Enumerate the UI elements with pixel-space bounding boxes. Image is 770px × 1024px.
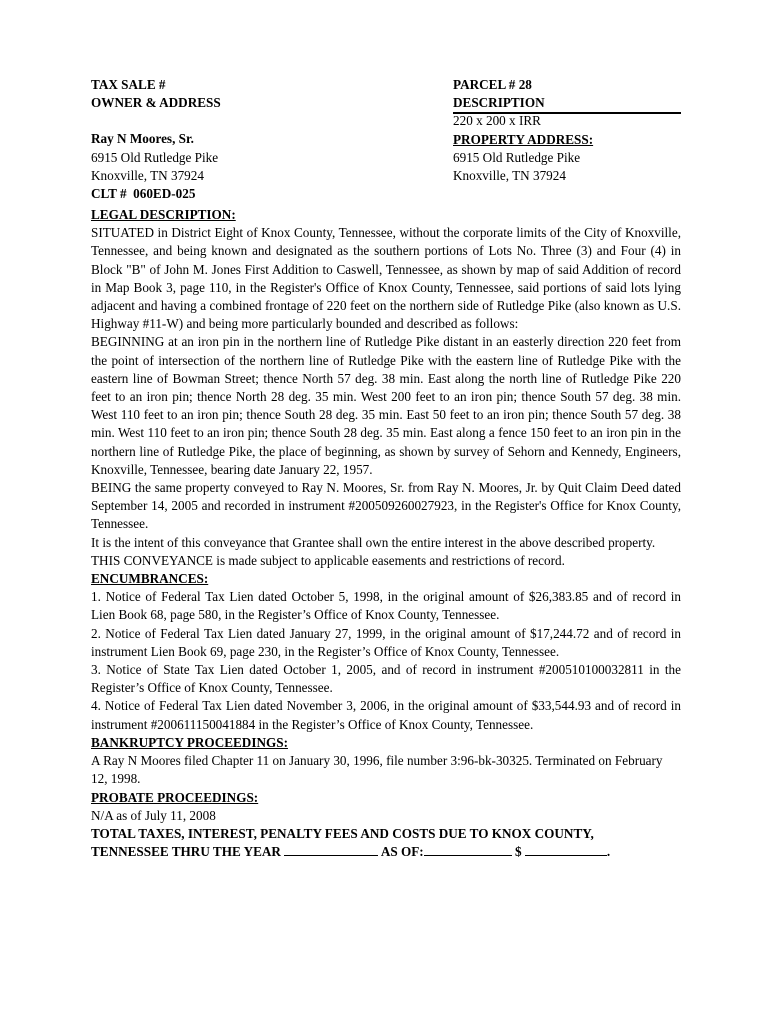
property-street: 6915 Old Rutledge Pike — [453, 149, 581, 165]
owner-address-label: OWNER & ADDRESS — [91, 95, 221, 111]
tax-sale-document — [91, 76, 681, 861]
description-label: DESCRIPTION — [453, 95, 545, 111]
encumbrance-item-3: 3. Notice of State Tax Lien dated October 1, 2005, and of record in instrument #200510100032811 in the Register’s Office of Knox County, Tennessee. — [91, 662, 681, 696]
header-divider — [453, 112, 681, 114]
totals-as-of-label: AS OF — [380, 844, 420, 860]
encumbrance-item-2: 2. Notice of Federal Tax Lien dated January 27, 1999, in the original amount of $17,244.72 and of record in instrument Lien Book 69, page 230, in the Register’s Office of Knox County, Tennessee. — [91, 625, 681, 659]
bankruptcy-text: A Ray N Moores filed Chapter 11 on January 30, 1996, file number 3:96-bk-30325. Terminated on February 12, 1998. — [91, 753, 663, 787]
encumbrance-item-1: 1. Notice of Federal Tax Lien dated October 5, 1998, in the original amount of $26,383.85 and of record in Lien Book 68, page 580, in the Register’s Office of Knox County, Tennessee. — [91, 589, 681, 623]
owner-column — [91, 76, 453, 203]
legal-paragraph-3: BEING the same property conveyed to Ray N. Moores, Sr. from Ray N. Moores, Jr. by Quit Claim Deed dated September 14, 2005 and recorded in instrument #200509260027923, in the Register's Office for Knox County, Tennessee. — [91, 480, 681, 532]
legal-paragraph-5: THIS CONVEYANCE is made subject to applicable easements and restrictions of record. — [91, 552, 565, 568]
amount-blank — [525, 843, 607, 856]
parcel-column — [453, 76, 681, 185]
totals-line-2: TENNESSEE THRU THE YEAR AS OF: $ . — [91, 844, 611, 860]
bankruptcy-heading: BANKRUPTCY PROCEEDINGS: — [91, 734, 288, 750]
header-block — [91, 76, 681, 206]
spacer — [91, 112, 453, 130]
probate-text: N/A as of July 11, 2008 — [91, 807, 216, 823]
totals-period: . — [606, 844, 611, 860]
totals-year-label: TENNESSEE THRU THE YEAR — [91, 844, 281, 860]
legal-paragraph-4: It is the intent of this conveyance that Grantee shall own the entire interest in the above described property. — [91, 534, 656, 550]
parcel-dimensions: 220 x 200 x IRR — [453, 113, 541, 129]
tax-sale-label: TAX SALE # — [91, 77, 166, 92]
legal-paragraph-1: SITUATED in District Eight of Knox County, Tennessee, without the corporate limits of the City of Knoxville, Tennessee, and being known and designated as the southern portions of Lots No. Three (3) and Four (4) in Block "B" of John M. Jones First Addition to Caswell, Tennessee, as shown by map of said Addition of record in Map Book 3, page 110, in the Register's Office of Knox County, Tennessee, said portions of said lots lying adjacent and having a combined frontage of 220 feet on the northern side of Rutledge Pike (also known as U.S. Highway #11-W) and being more particularly bounded and described as follows: — [91, 225, 681, 332]
clt-number: CLT # 060ED-025 — [91, 186, 196, 202]
totals-line-1: TOTAL TAXES, INTEREST, PENALTY FEES AND COSTS DUE TO KNOX COUNTY, — [91, 825, 594, 841]
owner-city-state-zip: Knoxville, TN 37924 — [91, 167, 204, 183]
encumbrance-item-4: 4. Notice of Federal Tax Lien dated November 3, 2006, in the original amount of $33,544.93 and of record in instrument #200611150041884 in the Register’s Office of Knox County, Tennessee. — [91, 698, 681, 732]
totals-dollar-sign: $ — [514, 844, 522, 860]
parcel-label: PARCEL # 28 — [453, 77, 532, 92]
property-city-state-zip: Knoxville, TN 37924 — [453, 168, 566, 184]
probate-heading: PROBATE PROCEEDINGS: — [91, 789, 259, 805]
encumbrances-heading: ENCUMBRANCES: — [91, 571, 209, 587]
property-address-heading: PROPERTY ADDRESS: — [453, 131, 594, 147]
owner-street: 6915 Old Rutledge Pike — [91, 149, 219, 165]
year-blank — [284, 843, 378, 856]
legal-paragraph-2: BEGINNING at an iron pin in the northern line of Rutledge Pike distant in an easterly direction 220 feet from the point of intersection of the northern line of Rutledge Pike with the eastern line of Rutledge Pike with the eastern line of Bowman Street; thence North 57 deg. 38 min. East along the north line of Rutledge Pike 220 feet to an iron pin; thence North 28 deg. 35 min. West 200 feet to an iron pin; thence South 57 deg. 38 min. West 110 feet to an iron pin; thence South 28 deg. 35 min. East 50 feet to an iron pin; thence South 57 deg. 38 min. West 110 feet to an iron pin; thence South 28 deg. 35 min. East along a fence 150 feet to an iron pin in the northern line of Rutledge Pike, the place of beginning, as shown by survey of Sehorn and Kennedy, Engineers, Knoxville, Tennessee, bearing date January 22, 1957. — [91, 334, 681, 477]
legal-description-heading: LEGAL DESCRIPTION: — [91, 207, 236, 222]
owner-name: Ray N Moores, Sr. — [91, 131, 194, 147]
as-of-blank — [424, 843, 512, 856]
